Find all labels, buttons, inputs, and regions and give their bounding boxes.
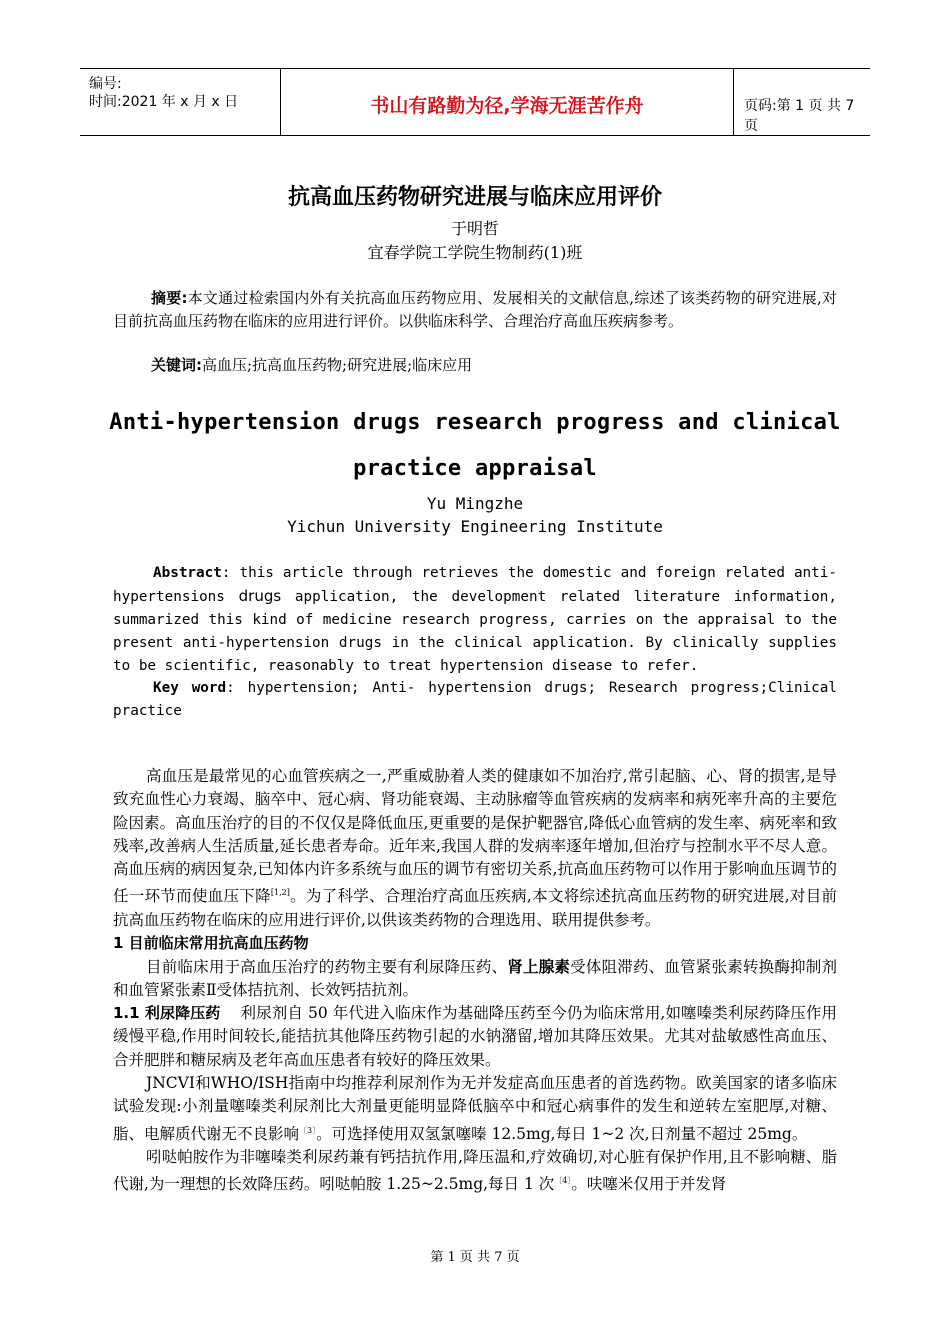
section-1-heading: 1 目前临床常用抗高血压药物 <box>113 934 309 953</box>
abstract-chinese-label: 摘要: <box>151 289 188 307</box>
section-1-text-a: 目前临床用于高血压治疗的药物主要有利尿降压药、 <box>146 957 508 976</box>
affiliation-english: Yichun University Engineering Institute <box>287 517 663 536</box>
intro-paragraph <box>113 765 837 932</box>
section-1-1-paragraph <box>113 1002 837 1072</box>
title-chinese: 抗高血压药物研究进展与临床应用评价 <box>287 185 662 210</box>
intro-text-a: 高血压是最常见的心血管疾病之一,严重威胁着人类的健康如不加治疗,常引起脑、心、肾的损害,是导致充血性心力衰竭、脑卒中、冠心病、肾功能衰竭、主动脉瘤等血管疾病的发病率和病死率升高的主要危险因素。高血压治疗的目的不仅仅是降低血压,更重要的是保护靶器官,降低心血管病的发生率、病死率和致残率,改善病人生活质量,延长患者寿命。近年来,我国人群的发病率逐年增加,但治疗与控制水平不尽人意。高血压病的病因复杂,已知体内许多系统与血压的调节有密切关系,抗高血压药物可以作用于影响血压调节的任一环节而使血压下降 <box>113 767 837 906</box>
section-1-bold-term: 肾上腺素 <box>507 957 571 976</box>
page-header <box>80 68 870 136</box>
keywords-chinese-text: 高血压;抗高血压药物;研究进展;临床应用 <box>202 356 473 374</box>
indapamide-paragraph <box>113 1146 837 1197</box>
keywords-english-label: Key word <box>153 680 227 696</box>
title-english-line1: Anti-hypertension drugs research progress and clinical <box>109 410 841 435</box>
header-page-cell <box>734 69 870 135</box>
author-english: Yu Mingzhe <box>426 494 524 513</box>
page-footer: 第 1 页 共 7 页 <box>430 1250 520 1265</box>
keywords-chinese <box>113 354 837 377</box>
header-motto: 书山有路勤为径,学海无涯苦作舟 <box>370 95 644 117</box>
jnc-reference: 〔3〕 <box>299 1125 317 1135</box>
abstract-chinese <box>113 287 837 333</box>
header-time-label: 时间:2021 年 x 月 x 日 <box>89 94 239 110</box>
jnc-text-b: 。可选择使用双氢氯噻嗪 12.5mg,每日 1~2 次,日剂量不超过 25mg。 <box>316 1124 808 1143</box>
abstract-english <box>113 562 837 678</box>
jnc-paragraph <box>113 1072 837 1146</box>
header-page-info: 页码:第 1 页 共 7 页 <box>744 98 855 134</box>
keywords-chinese-label: 关键词: <box>151 356 202 374</box>
section-1-1-text: 利尿剂自 50 年代进入临床作为基础降压药至今仍为临床常用,如噻嗪类利尿药降压作用缓慢平稳,作用时间较长,能拮抗其他降压药物引起的水钠潴留,增加其降压效果。尤其对盐敏感性高血压、合并肥胖和糖尿病及老年高血压患者有较好的降压效果。 <box>113 1004 837 1069</box>
intro-text-b: 。为了科学、合理治疗高血压疾病,本文将综述抗高血压药物的研究进展,对目前抗高血压药物在临床的应用进行评价,以供该类药物的合理选用、联用提供参考。 <box>113 887 837 929</box>
abstract-english-drugs: drugs <box>238 587 282 605</box>
abstract-english-text-b: application, the development related literature information, summarized this kind of medicine research progress, carries on the appraisal to the present anti-hypertension drugs in the clinical application. By clinically supplies to be scientific, reasonably to treat hypertension disease to refer. <box>113 589 837 674</box>
indapamide-text-b: 。呋噻米仅用于并发肾 <box>571 1175 727 1194</box>
abstract-english-label: Abstract <box>153 565 222 581</box>
keywords-english-text: : hypertension; Anti- hypertension drugs; Research progress;Clinical practice <box>113 680 837 719</box>
affiliation-chinese: 宜春学院工学院生物制药(1)班 <box>367 243 583 262</box>
section-1-text-b: 受体阻滞药、血管紧张素转换酶抑制剂和血管紧张素Ⅱ受体拮抗剂、长效钙拮抗剂。 <box>113 957 837 999</box>
header-info-cell <box>80 69 281 135</box>
abstract-english-text-a: : this article through retrieves the domestic and foreign related anti-hypertensions <box>113 565 837 605</box>
title-english-line2: practice appraisal <box>353 456 597 481</box>
indapamide-reference: 〔4〕 <box>554 1176 572 1186</box>
header-motto-cell <box>281 69 734 135</box>
section-1-1-heading: 1.1 利尿降压药 <box>113 1004 221 1023</box>
intro-reference: [1,2] <box>270 888 290 898</box>
jnc-text-a: JNCVI和WHO/ISH指南中均推荐利尿剂作为无并发症高血压患者的首选药物。欧美国家的诸多临床试验发现:小剂量噻嗪类利尿剂比大剂量更能明显降低脑卒中和冠心病事件的发生和逆转左室肥厚,对糖、脂、电解质代谢无不良影响 <box>113 1074 837 1143</box>
author-chinese: 于明哲 <box>450 219 499 238</box>
abstract-chinese-text: 本文通过检索国内外有关抗高血压药物应用、发展相关的文献信息,综述了该类药物的研究进展,对目前抗高血压药物在临床的应用进行评价。以供临床科学、合理治疗高血压疾病参考。 <box>113 289 838 330</box>
body-content <box>113 765 837 1197</box>
keywords-english <box>113 677 837 723</box>
indapamide-text-a: 吲哒帕胺作为非噻嗪类利尿药兼有钙拮抗作用,降压温和,疗效确切,对心脏有保护作用,且不影响糖、脂代谢,为一理想的长效降压药。吲哒帕胺 1.25~2.5mg,每日 1 次 <box>113 1148 837 1194</box>
header-code-label: 编号: <box>89 76 122 92</box>
section-1-paragraph <box>113 956 837 1003</box>
